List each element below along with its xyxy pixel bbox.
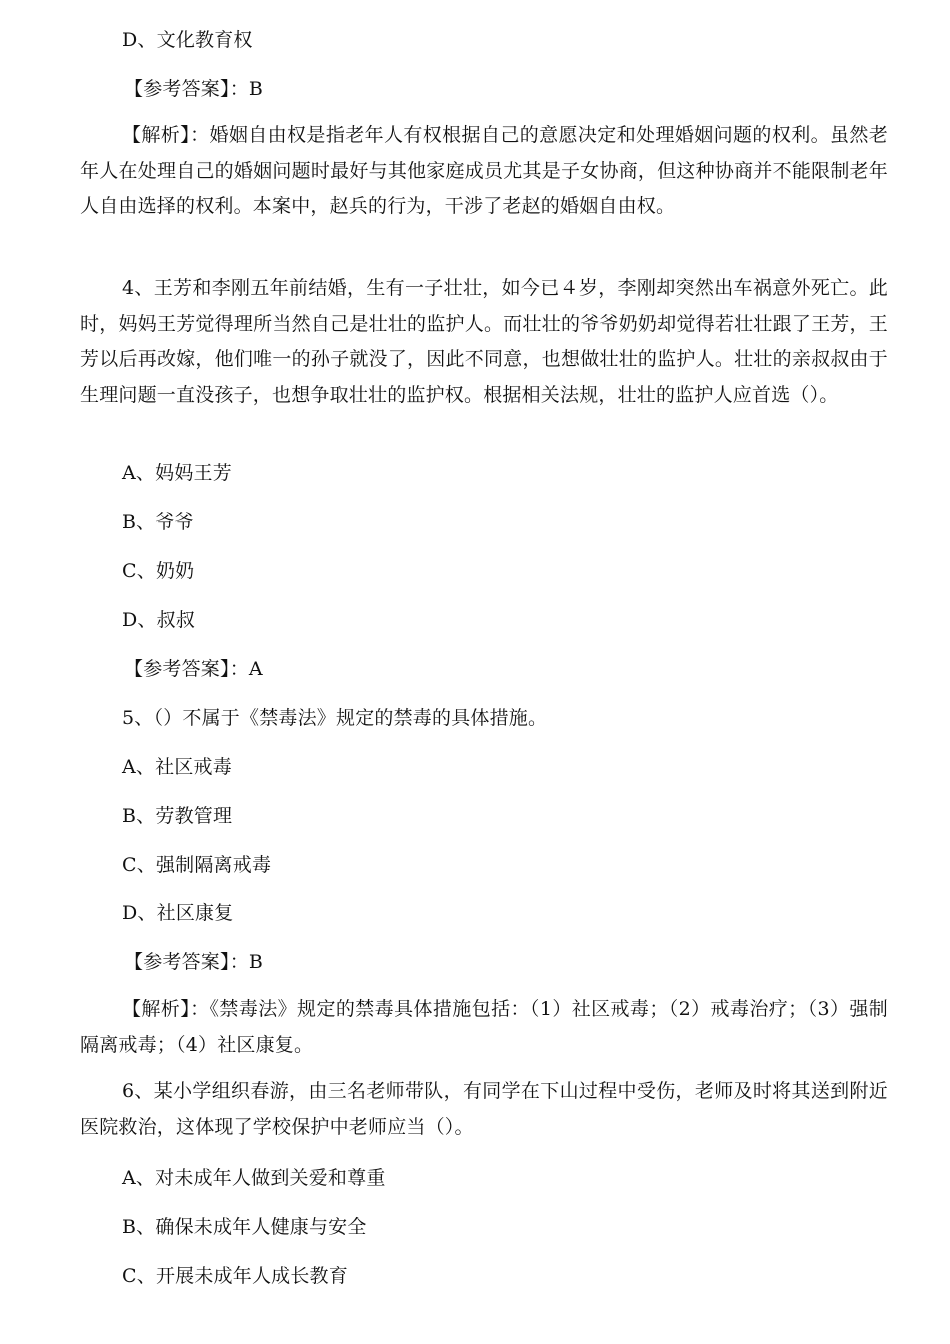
q6-question: 6、某小学组织春游，由三名老师带队，有同学在下山过程中受伤，老师及时将其送到附近医院救治，这体现了学校保护中老师应当（）。 [80, 1080, 888, 1138]
q4-option-d: D、叔叔 [122, 609, 196, 631]
q6-option-a: A、对未成年人做到关爱和尊重 [122, 1167, 386, 1189]
analysis-label: 【解析】： [122, 998, 210, 1020]
answer-value: B [248, 78, 264, 100]
q5-question: 5、（）不属于《禁毒法》规定的禁毒的具体措施。 [122, 707, 548, 729]
q4-question: 4、王芳和李刚五年前结婚，生有一子壮壮，如今已４岁，李刚却突然出车祸意外死亡。此时，妈妈王芳觉得理所当然自己是壮壮的监护人。而壮壮的爷爷奶奶却觉得若壮壮跟了王芳，王芳以后再改嫁，他们唯一的孙子就没了，因此不同意，也想做壮壮的监护人。壮壮的亲叔叔由于生理问题一直没孩子，也想争取壮壮的监护权。根据相关法规，壮壮的监护人应首选（）。 [80, 277, 888, 406]
q6-option-c: C、开展未成年人成长教育 [122, 1265, 348, 1287]
q3-answer [124, 77, 263, 101]
q4-answer [124, 657, 263, 681]
q4-option-b: B、爷爷 [122, 511, 194, 533]
q3-option-d: D、文化教育权 [122, 29, 253, 51]
q5-option-a: A、社区戒毒 [122, 756, 232, 778]
q5-option-b: B、劳教管理 [122, 805, 233, 827]
answer-value: A [248, 658, 263, 680]
answer-value: B [248, 951, 264, 973]
q5-answer [124, 950, 263, 974]
q6-option-b: B、确保未成年人健康与安全 [122, 1216, 367, 1238]
analysis-text: 《禁毒法》规定的禁毒具体措施包括：（1）社区戒毒；（2）戒毒治疗；（3）强制隔离戒毒；（4）社区康复。 [80, 998, 888, 1056]
q5-analysis [80, 992, 888, 1063]
answer-label: 【参考答案】： [124, 658, 249, 680]
q5-option-d: D、社区康复 [122, 902, 234, 924]
answer-label: 【参考答案】： [124, 951, 249, 973]
analysis-text: 婚姻自由权是指老年人有权根据自己的意愿决定和处理婚姻问题的权利。虽然老年人在处理自己的婚姻问题时最好与其他家庭成员尤其是子女协商，但这种协商并不能限制老年人自由选择的权利。本案中，赵兵的行为，干涉了老赵的婚姻自由权。 [80, 124, 888, 218]
q3-analysis [80, 118, 888, 225]
answer-label: 【参考答案】： [124, 78, 249, 100]
q4-option-c: C、奶奶 [122, 560, 195, 582]
q4-option-a: A、妈妈王芳 [122, 462, 232, 484]
q5-option-c: C、强制隔离戒毒 [122, 854, 272, 876]
analysis-label: 【解析】： [122, 124, 210, 146]
